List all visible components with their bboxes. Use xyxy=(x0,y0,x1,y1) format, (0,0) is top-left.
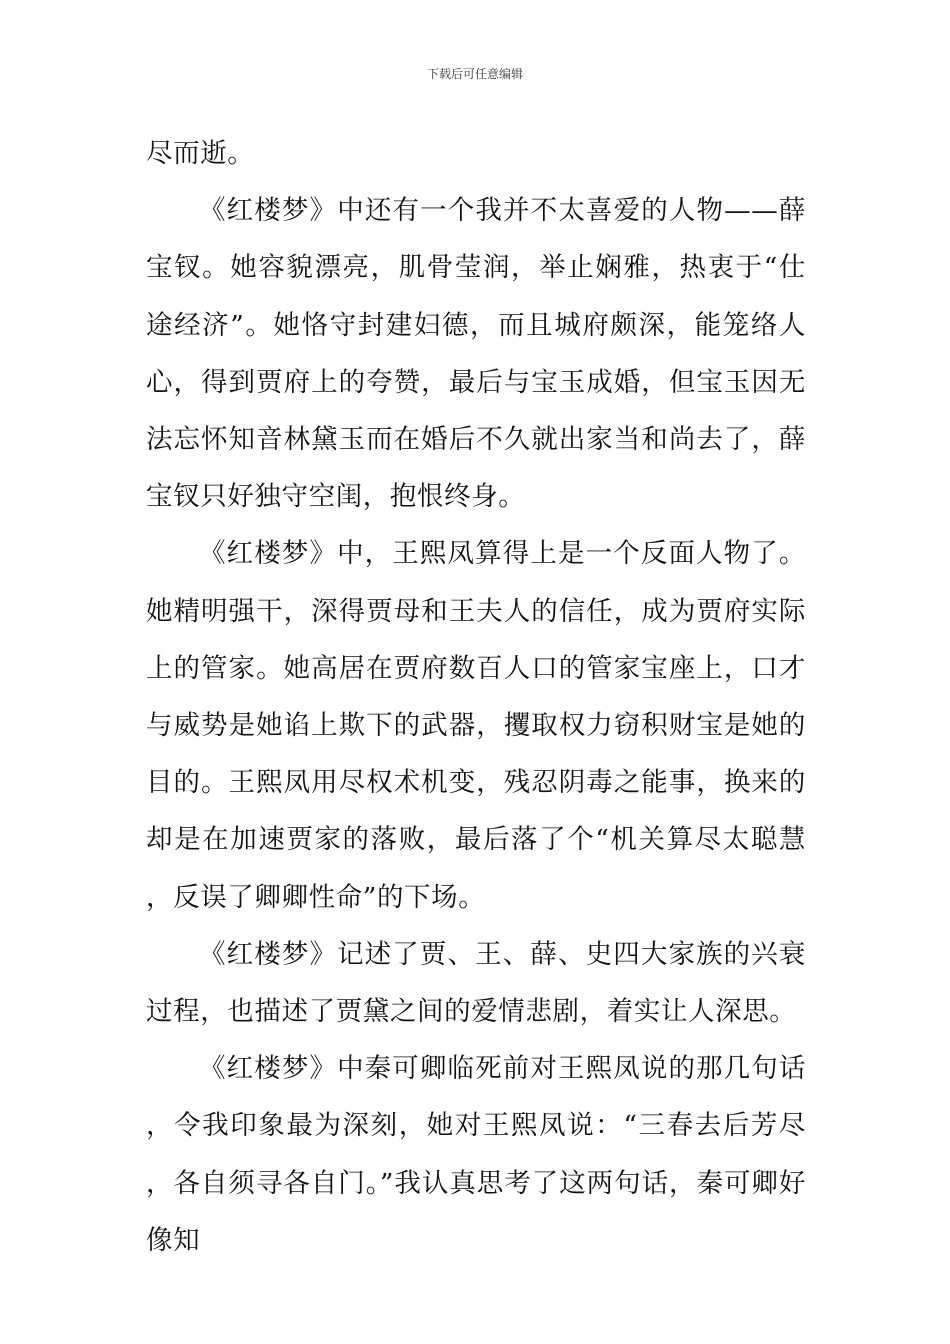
paragraph-2: 《红楼梦》中还有一个我并不太喜爱的人物——薛宝钗。她容貌漂亮，肌骨莹润，举止娴雅，热衷于“仕途经济”。她恪守封建妇德，而且城府颇深，能笼络人心，得到贾府上的夸赞，最后与宝玉成婚，但宝玉因无法忘怀知音林黛玉而在婚后不久就出家当和尚去了，薛宝钗只好独守空闺，抱恨终身。 xyxy=(146,195,806,513)
document-body xyxy=(146,125,806,1269)
paragraph-3: 《红楼梦》中，王熙凤算得上是一个反面人物了。她精明强干，深得贾母和王夫人的信任，成为贾府实际上的管家。她高居在贾府数百人口的管家宝座上，口才与威势是她谄上欺下的武器，攫取权力窃积财宝是她的目的。王熙凤用尽权术机变，残忍阴毒之能事，换来的却是在加速贾家的落败，最后落了个“机关算尽太聪慧，反误了卿卿性命”的下场。 xyxy=(146,538,806,913)
paragraph-5: 《红楼梦》中秦可卿临死前对王熙凤说的那几句话，令我印象最为深刻，她对王熙凤说：“三春去后芳尽，各自须寻各自门。”我认真思考了这两句话，秦可卿好像知 xyxy=(146,1053,806,1256)
paragraph-4: 《红楼梦》记述了贾、王、薛、史四大家族的兴衰过程，也描述了贾黛之间的爱情悲剧，着实让人深思。 xyxy=(146,938,806,1028)
page-header: 下载后可任意编辑 xyxy=(426,67,523,81)
paragraph-1: 尽而逝。 xyxy=(146,138,255,169)
